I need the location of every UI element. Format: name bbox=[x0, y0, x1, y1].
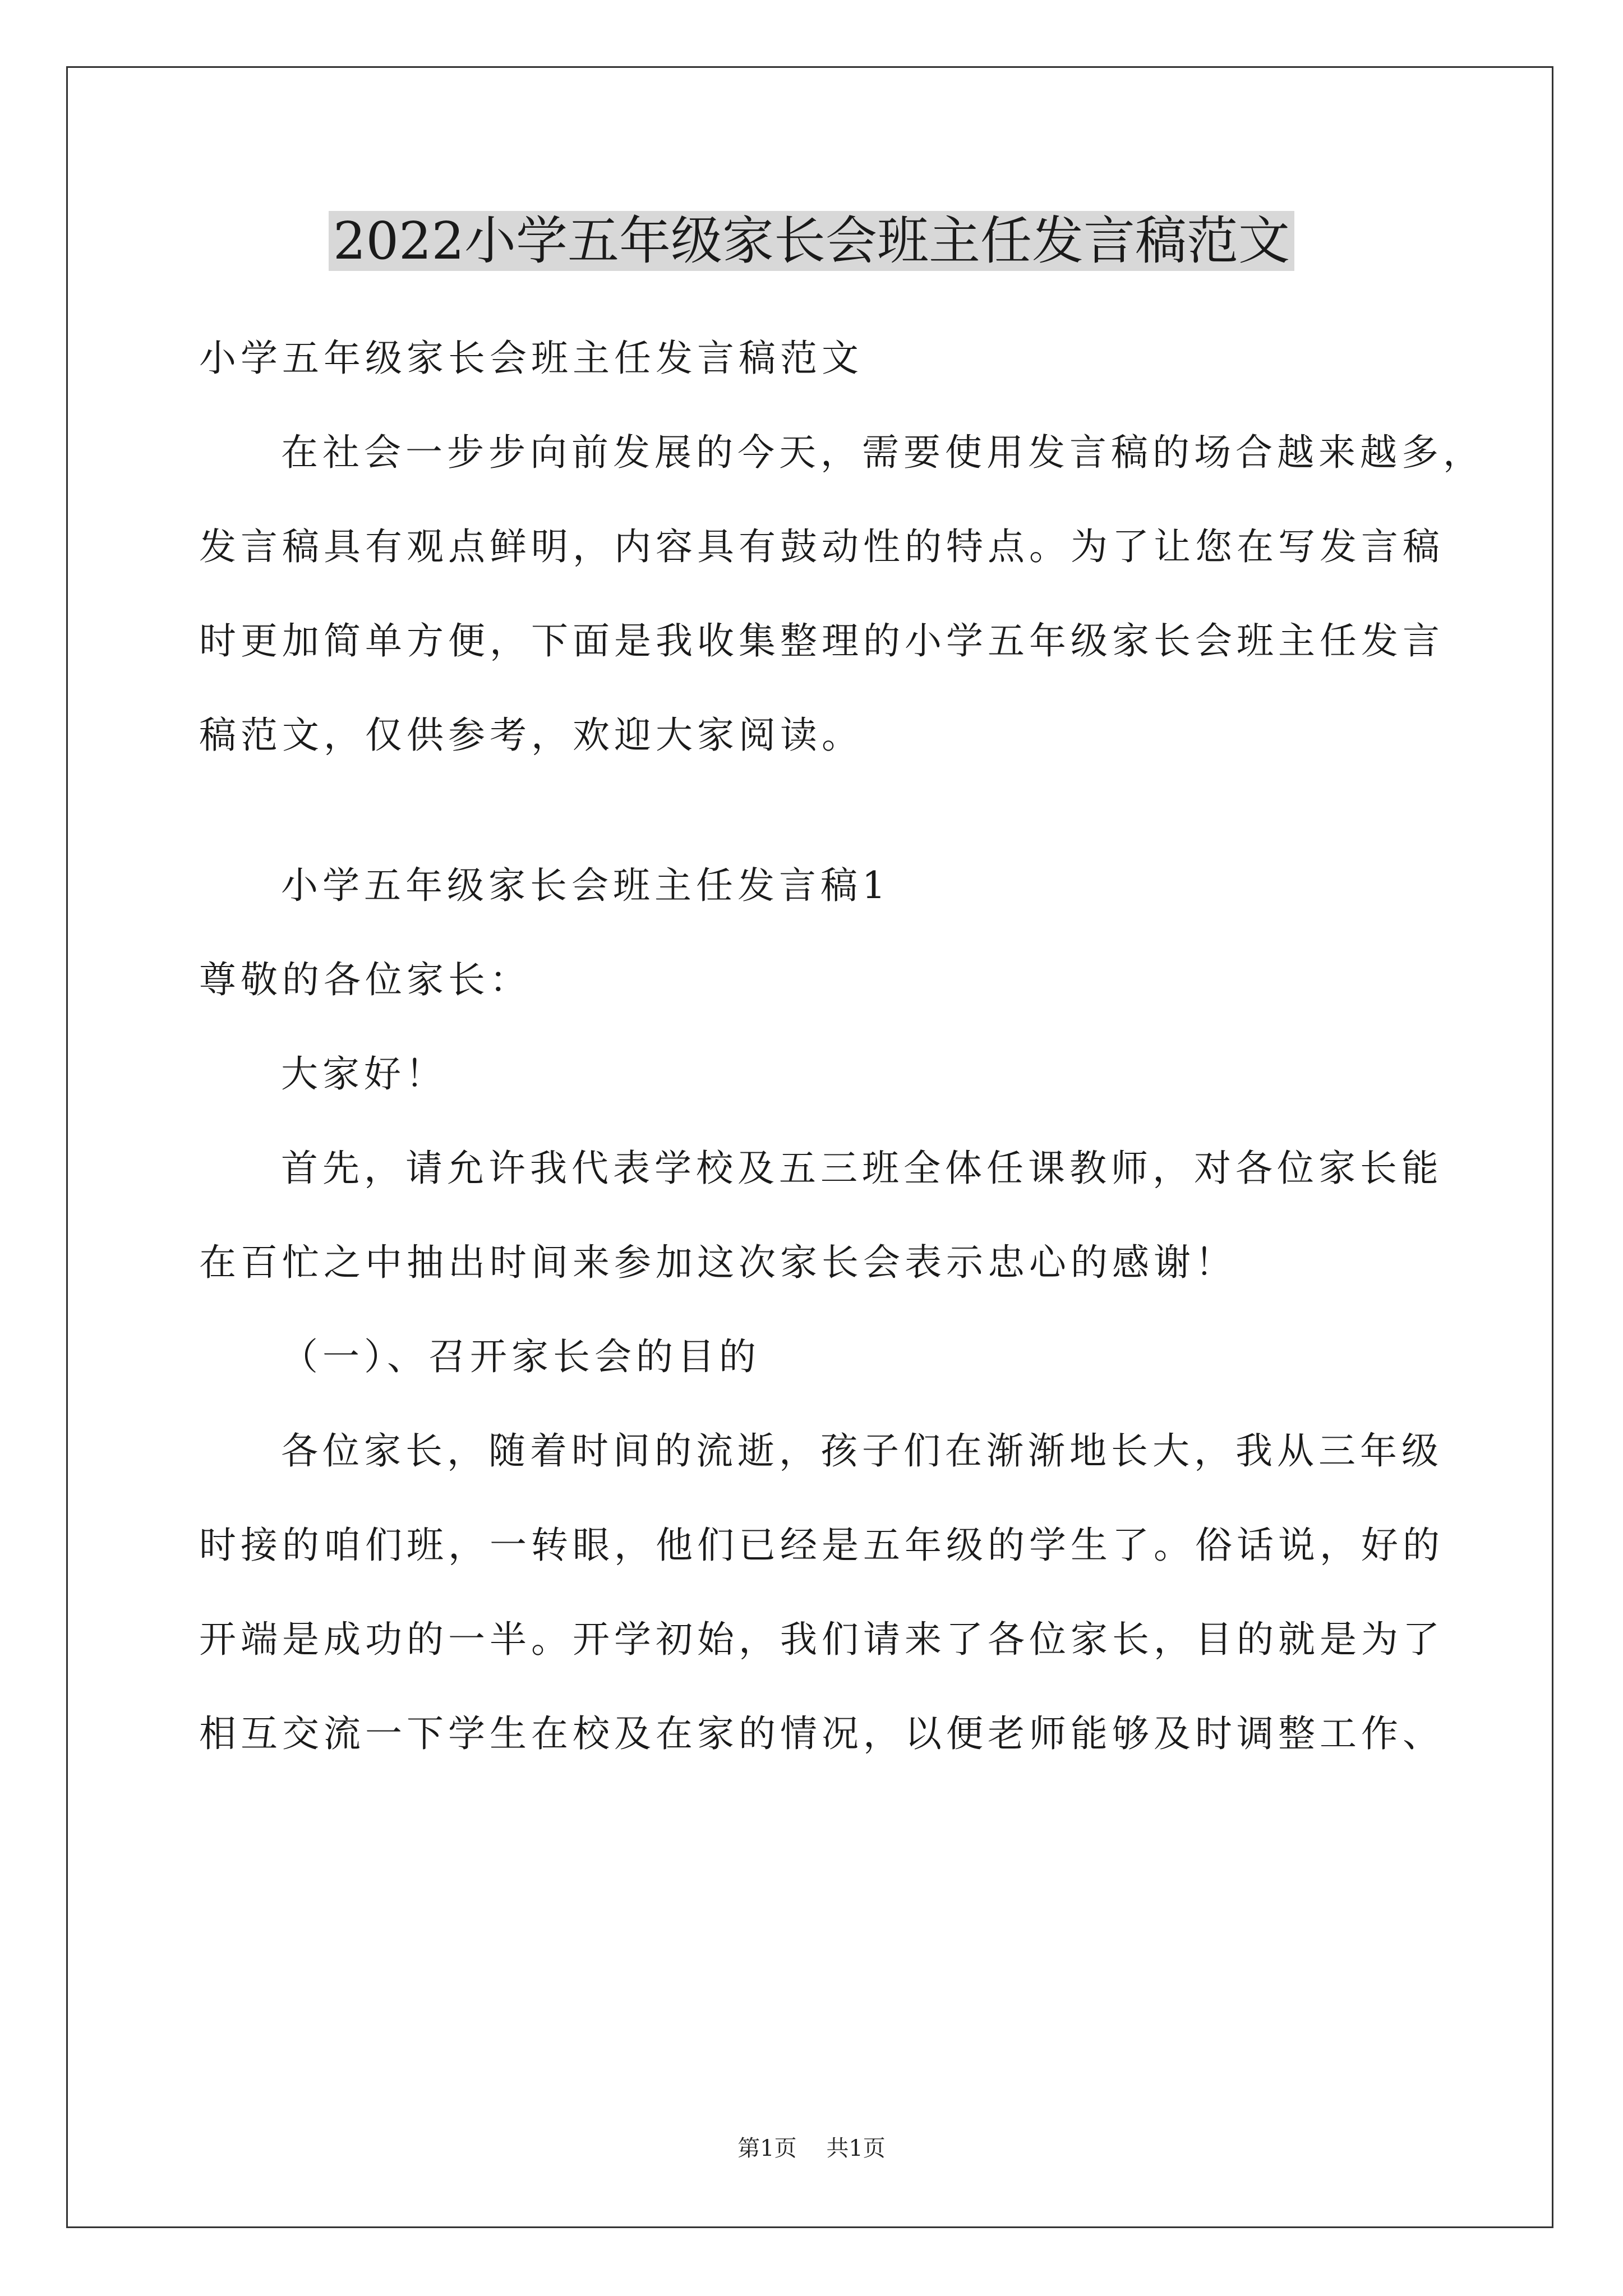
text-line: 在社会一步步向前发展的今天，需要使用发言稿的场合越来越多， bbox=[281, 431, 1484, 474]
text-line: 发言稿具有观点鲜明，内容具有鼓动性的特点。为了让您在写发言稿 bbox=[199, 525, 1444, 568]
page-number: 第1页 bbox=[737, 2136, 797, 2161]
text-line: 时更加简单方便，下面是我收集整理的小学五年级家长会班主任发言 bbox=[199, 619, 1444, 662]
text-line: 在百忙之中抽出时间来参加这次家长会表示忠心的感谢！ bbox=[199, 1241, 1237, 1284]
text-line: 大家好！ bbox=[281, 1052, 447, 1096]
text-line: 尊敬的各位家长： bbox=[199, 958, 531, 1001]
page-footer bbox=[0, 2132, 1623, 2165]
document-title-text: 2022小学五年级家长会班主任发言稿范文 bbox=[329, 211, 1294, 271]
text-line: 小学五年级家长会班主任发言稿1 bbox=[281, 864, 890, 907]
text-line: 稿范文，仅供参考，欢迎大家阅读。 bbox=[199, 714, 863, 757]
page-total: 共1页 bbox=[826, 2136, 886, 2161]
document-body bbox=[199, 311, 1484, 1781]
text-line: 开端是成功的一半。开学初始，我们请来了各位家长，目的就是为了 bbox=[199, 1618, 1444, 1661]
text-line: 小学五年级家长会班主任发言稿范文 bbox=[199, 337, 863, 380]
document-title bbox=[0, 199, 1623, 283]
text-line: 相互交流一下学生在校及在家的情况，以便老师能够及时调整工作、 bbox=[199, 1712, 1444, 1755]
text-line: （一）、召开家长会的目的 bbox=[281, 1335, 760, 1378]
text-line: 首先，请允许我代表学校及五三班全体任课教师，对各位家长能 bbox=[281, 1147, 1443, 1190]
paragraph-gap bbox=[199, 783, 1430, 839]
text-line: 各位家长，随着时间的流逝，孩子们在渐渐地长大，我从三年级 bbox=[281, 1429, 1443, 1473]
text-line: 时接的咱们班，一转眼，他们已经是五年级的学生了。俗话说，好的 bbox=[199, 1524, 1444, 1567]
